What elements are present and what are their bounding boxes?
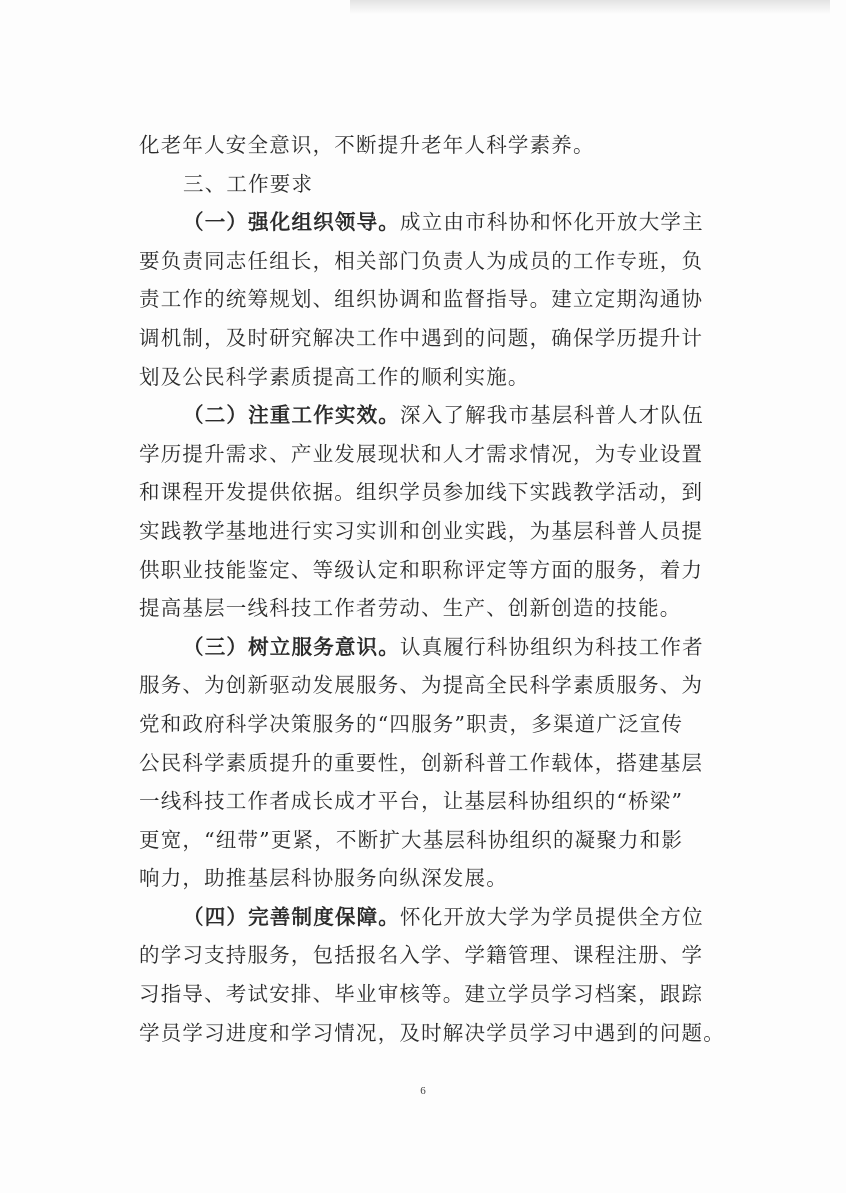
paragraph-line: 公民科学素质提升的重要性，创新科普工作载体，搭建基层	[139, 750, 704, 775]
paragraph-line	[139, 898, 709, 937]
subsection-title: （一）强化组织领导。	[183, 210, 400, 235]
paragraph-line: 划及公民科学素质提高工作的顺利实施。	[139, 364, 530, 389]
paragraph-text: 深入了解我市基层科普人才队伍	[400, 403, 704, 428]
paragraph-line: 一线科技工作者成长成才平台，让基层科协组织的“桥梁”	[139, 789, 684, 814]
subsection-title: （三）树立服务意识。	[183, 634, 400, 659]
paragraph-line: 供职业技能鉴定、等级认定和职称评定等方面的服务，着力	[139, 557, 704, 582]
subsection-title: （四）完善制度保障。	[183, 904, 400, 929]
paragraph-line: 要负责同志任组长，相关部门负责人为成员的工作专班，负	[139, 248, 704, 273]
paragraph-line: 习指导、考试安排、毕业审核等。建立学员学习档案，跟踪	[139, 982, 704, 1007]
page-number: 6	[420, 1085, 426, 1097]
paragraph-line: 学员学习进度和学习情况，及时解决学员学习中遇到的问题。	[139, 1020, 725, 1045]
document-body	[139, 126, 725, 1052]
paragraph-line: 服务、为创新驱动发展服务、为提高全民科学素质服务、为	[139, 673, 704, 698]
paragraph-line: 更宽，“纽带”更紧，不断扩大基层科协组织的凝聚力和影	[139, 827, 684, 852]
paragraph-text: 怀化开放大学为学员提供全方位	[400, 904, 704, 929]
paragraph-line: 责工作的统筹规划、组织协调和监督指导。建立定期沟通协	[139, 287, 704, 312]
paragraph-line: 化老年人安全意识，不断提升老年人科学素养。	[139, 133, 595, 157]
paragraph-text: 认真履行科协组织为科技工作者	[400, 634, 704, 659]
paragraph-line: 学历提升需求、产业发展现状和人才需求情况，为专业设置	[139, 441, 704, 466]
paragraph-line: 党和政府科学决策服务的“四服务”职责，多渠道广泛宣传	[139, 711, 684, 736]
paragraph-line: 提高基层一线科技工作者劳动、生产、创新创造的技能。	[139, 596, 682, 621]
scan-shadow	[350, 0, 830, 14]
paragraph-line: 和课程开发提供依据。组织学员参加线下实践教学活动，到	[139, 480, 704, 505]
paragraph-line	[139, 203, 709, 242]
subsection-title: （二）注重工作实效。	[183, 403, 400, 428]
paragraph-line: 实践教学基地进行实习实训和创业实践，为基层科普人员提	[139, 518, 704, 543]
paragraph-line: 的学习支持服务，包括报名入学、学籍管理、课程注册、学	[139, 943, 704, 968]
paragraph-line	[139, 628, 709, 667]
paragraph-line	[139, 396, 709, 435]
paragraph-text: 成立由市科协和怀化开放大学主	[400, 210, 704, 235]
paragraph-line: 调机制，及时研究解决工作中遇到的问题，确保学历提升计	[139, 325, 704, 350]
section-heading: 三、工作要求	[183, 171, 314, 196]
paragraph-line: 响力，助推基层科协服务向纵深发展。	[139, 866, 508, 891]
